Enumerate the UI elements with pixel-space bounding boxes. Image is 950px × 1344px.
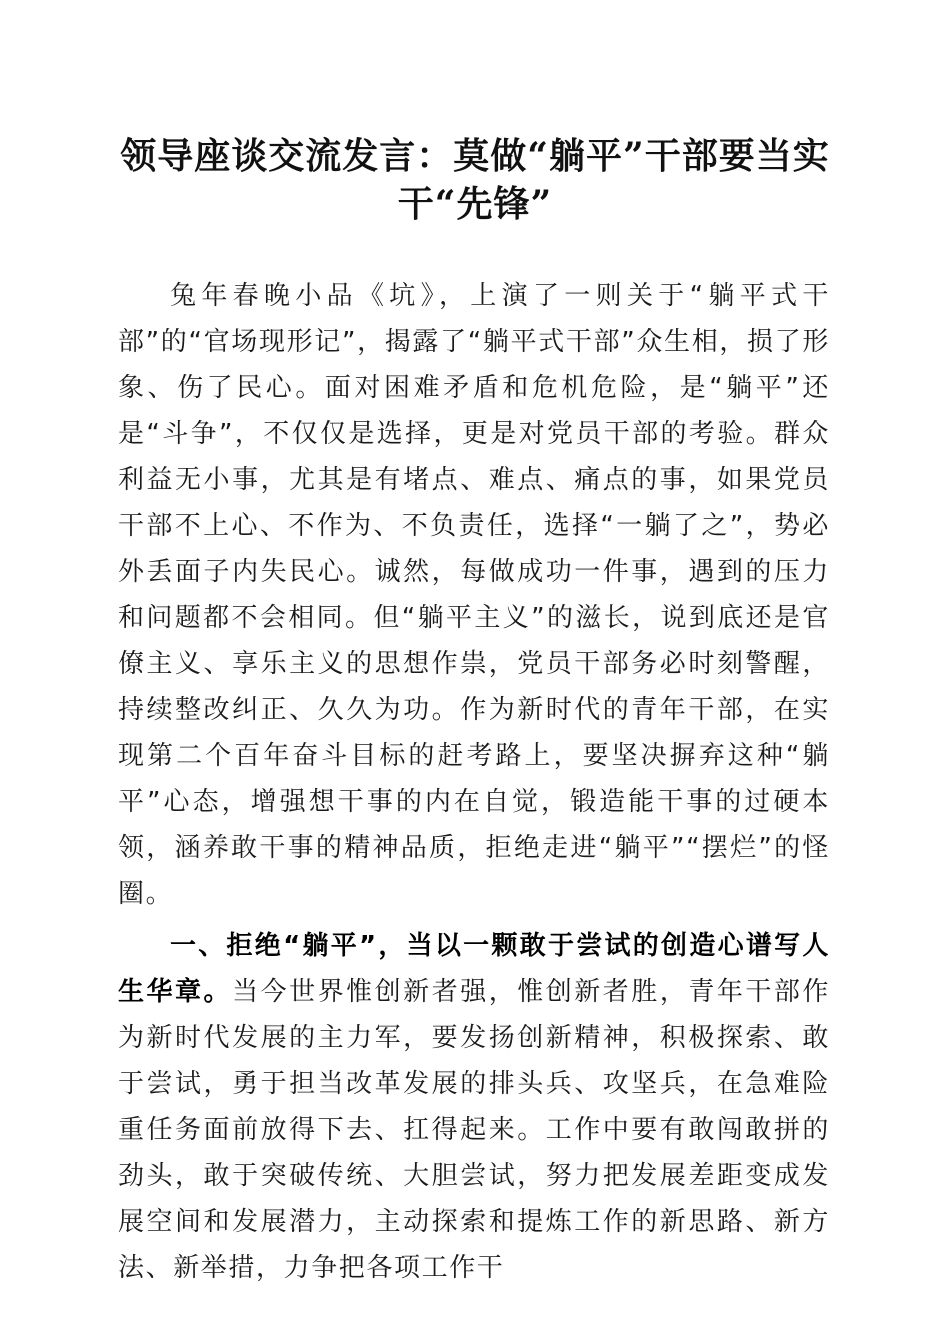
paragraph-text: 当今世界惟创新者强，惟创新者胜，青年干部作为新时代发展的主力军，要发扬创新精神，积极探索、敢于尝试，勇于担当改革发展的排头兵、攻坚兵，在急难险重任务面前放得下去、扛得起来。工作中要有敢闯敢拼的劲头，敢于突破传统、大胆尝试，努力把发展差距变成发展空间和发展潜力，主动探索和提炼工作的新思路、新方法、新举措，力争把各项工作干 bbox=[118, 977, 830, 1283]
document-title: 领导座谈交流发言：莫做“躺平”干部要当实干“先锋” bbox=[120, 135, 830, 225]
paragraph-lead: 一、拒绝“躺平”，当以一颗敢于尝试的创造心谱写人生华章。 bbox=[118, 931, 830, 1007]
paragraph-section-1 bbox=[118, 923, 830, 1291]
document-body bbox=[118, 273, 830, 1291]
paragraph-text: 兔年春晚小品《坑》，上演了一则关于“躺平式干部”的“官场现形记”，揭露了“躺平式干部”众生相，损了形象、伤了民心。面对困难矛盾和危机危险，是“躺平”还是“斗争”，不仅仅是选择，更是对党员干部的考验。群众利益无小事，尤其是有堵点、难点、痛点的事，如果党员干部不上心、不作为、不负责任，选择“一躺了之”，势必外丢面子内失民心。诚然，每做成功一件事，遇到的压力和问题都不会相同。但“躺平主义”的滋长，说到底还是官僚主义、享乐主义的思想作祟，党员干部务必时刻警醒，持续整改纠正、久久为功。作为新时代的青年干部，在实现第二个百年奋斗目标的赶考路上，要坚决摒弃这种“躺平”心态，增强想干事的内在自觉，锻造能干事的过硬本领，涵养敢干事的精神品质，拒绝走进“躺平”“摆烂”的怪圈。 bbox=[118, 281, 830, 909]
paragraph-intro bbox=[118, 273, 830, 917]
